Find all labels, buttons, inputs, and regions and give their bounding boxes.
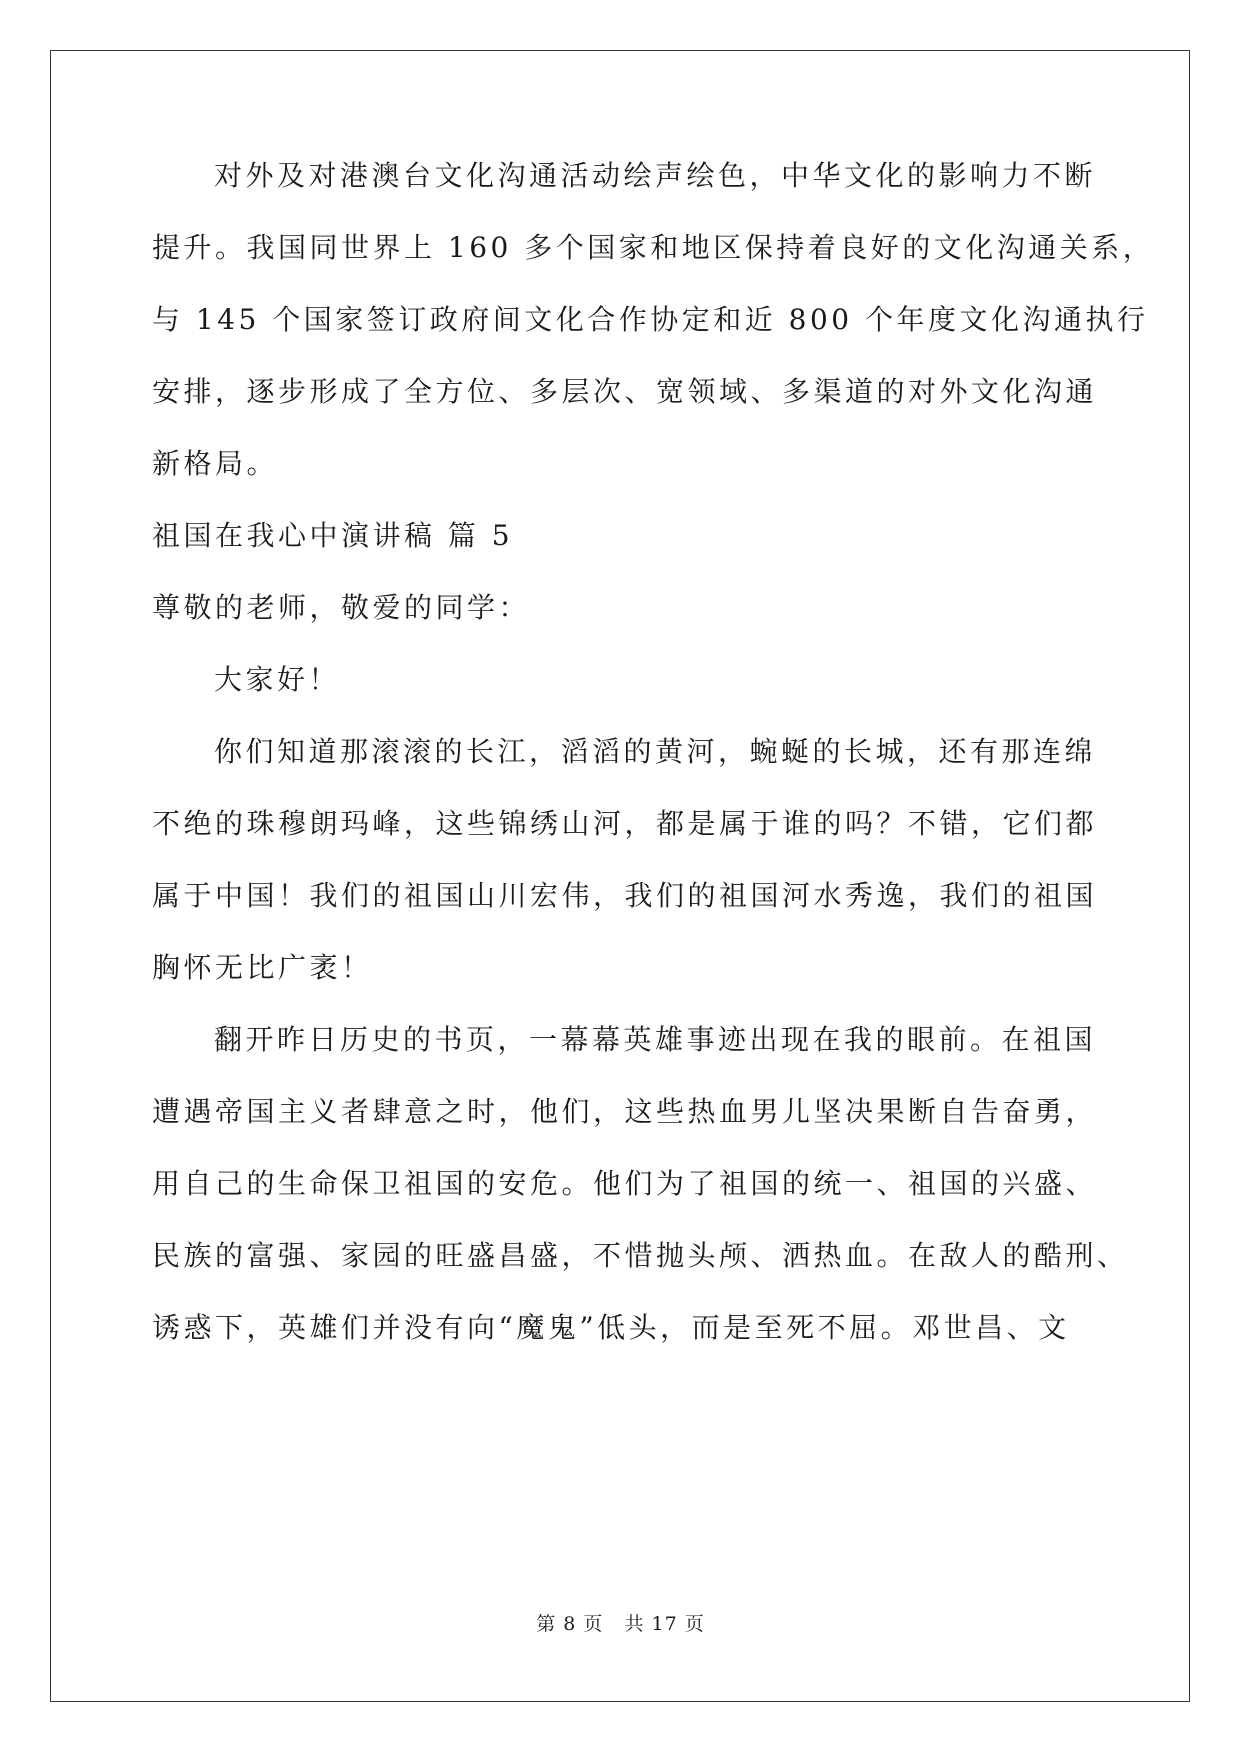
paragraph-line: 与 145 个国家签订政府间文化合作协定和近 800 个年度文化沟通执行 [152,303,1149,336]
paragraph-line: 诱惑下，英雄们并没有向“魔鬼”低头，而是至死不屈。邓世昌、文 [152,1311,1070,1344]
salutation: 尊敬的老师，敬爱的同学： [152,591,531,624]
paragraph-line: 不绝的珠穆朗玛峰，这些锦绣山河，都是属于谁的吗？不错，它们都 [152,807,1098,840]
paragraph-line: 安排，逐步形成了全方位、多层次、宽领域、多渠道的对外文化沟通 [152,375,1098,408]
paragraph-line: 民族的富强、家园的旺盛昌盛，不惜抛头颅、洒热血。在敌人的酷刑、 [152,1239,1129,1272]
paragraph-line: 胸怀无比广袤！ [152,951,373,984]
paragraph-line: 提升。我国同世界上 160 多个国家和地区保持着良好的文化沟通关系， [152,231,1155,264]
paragraph-line: 对外及对港澳台文化沟通活动绘声绘色，中华文化的影响力不断 [214,159,1097,192]
paragraph-line: 翻开昨日历史的书页，一幕幕英雄事迹出现在我的眼前。在祖国 [214,1023,1097,1056]
paragraph-line: 用自己的生命保卫祖国的安危。他们为了祖国的统一、祖国的兴盛、 [152,1167,1098,1200]
paragraph-line: 遭遇帝国主义者肆意之时，他们，这些热血男儿坚决果断自告奋勇， [152,1095,1098,1128]
paragraph-line: 你们知道那滚滚的长江，滔滔的黄河，蜿蜒的长城，还有那连绵 [214,735,1097,768]
paragraph-line: 新格局。 [152,447,279,480]
page-number-footer: 第 8 页 共 17 页 [536,1613,705,1635]
section-heading: 祖国在我心中演讲稿 篇 5 [152,519,514,552]
paragraph-line: 属于中国！我们的祖国山川宏伟，我们的祖国河水秀逸，我们的祖国 [152,879,1098,912]
greeting: 大家好！ [214,663,341,696]
